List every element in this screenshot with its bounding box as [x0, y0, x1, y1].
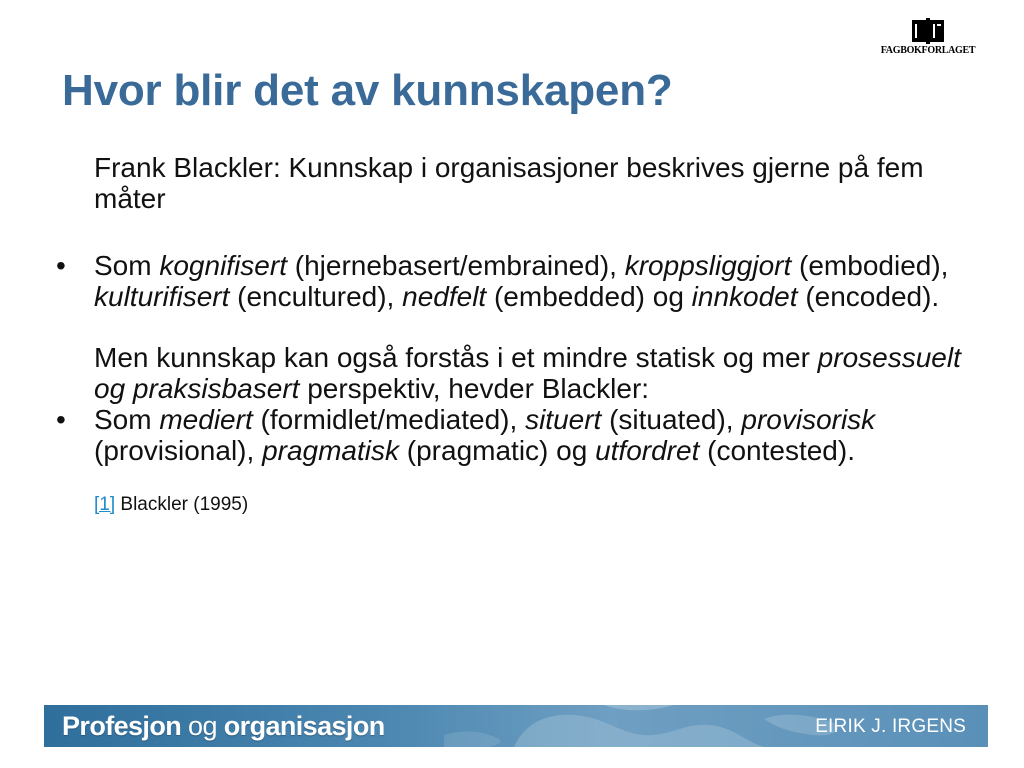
term-innkodet: innkodet	[691, 281, 798, 312]
term-utfordret: utfordret	[595, 435, 700, 466]
slide-title: Hvor blir det av kunnskapen?	[62, 66, 673, 115]
term-situert: situert	[525, 404, 602, 435]
term-kulturifisert: kulturifisert	[94, 281, 230, 312]
footnote-link[interactable]: [1]	[94, 494, 116, 515]
author-name: EIRIK J. IRGENS	[815, 716, 966, 737]
term-pragmatisk: pragmatisk	[262, 435, 399, 466]
bullet-marker: •	[56, 250, 66, 281]
slide-body	[48, 152, 968, 516]
book-icon	[910, 18, 946, 44]
term-kroppsliggjort: kroppsliggjort	[624, 250, 792, 281]
term-provisorisk: provisorisk	[741, 404, 876, 435]
publisher-logo	[880, 18, 976, 66]
publisher-logo-text: FAGBOKFORLAGET	[880, 45, 976, 56]
term-prosessuelt: prosessuelt og praksisbasert	[94, 342, 961, 404]
footer-banner	[44, 705, 988, 747]
term-mediert: mediert	[159, 404, 253, 435]
term-nedfelt: nedfelt	[402, 281, 487, 312]
bullet-item-process-forms: • Som mediert (formidlet/mediated), situert (situated), provisorisk (provisional), pragmatisk (pragmatic) og utfordret (contested).	[56, 404, 876, 466]
bullet-marker: •	[56, 404, 66, 435]
course-name: Profesjon og organisasjon	[62, 711, 385, 741]
intro-paragraph: Frank Blackler: Kunnskap i organisasjoner beskrives gjerne på fem måter	[94, 152, 924, 214]
footnote	[94, 494, 968, 516]
footnote-text: Blackler (1995)	[115, 494, 249, 515]
term-kognifisert: kognifisert	[159, 250, 287, 281]
bullet-item-static-forms: • Som kognifisert (hjernebasert/embrained), kroppsliggjort (embodied), kulturifisert (encultured), nedfelt (embedded) og innkodet (encoded).	[56, 250, 949, 312]
middle-paragraph: Men kunnskap kan også forstås i et mindre statisk og mer prosessuelt og praksisbasert perspektiv, hevder Blackler:	[94, 342, 961, 404]
